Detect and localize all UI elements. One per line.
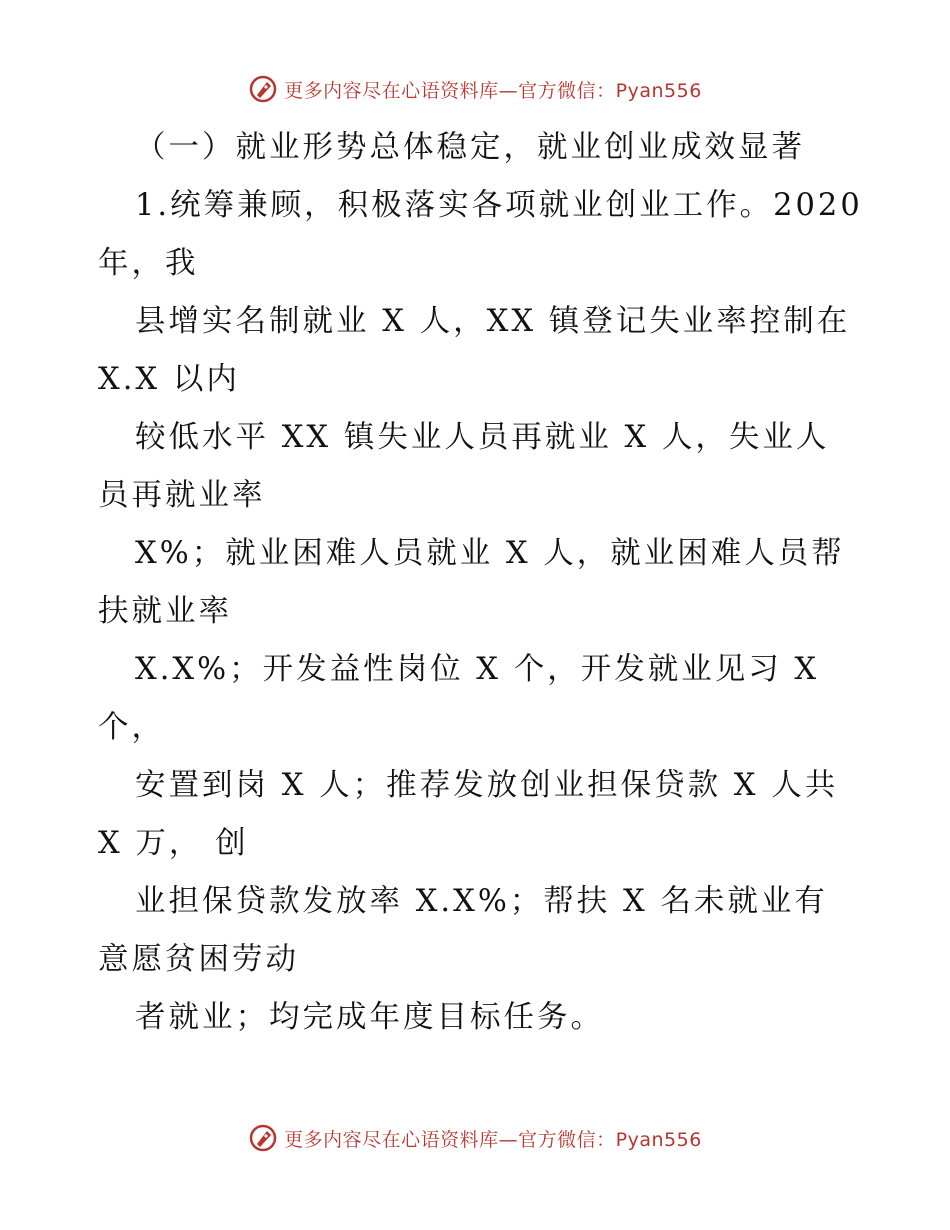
watermark-header — [0, 74, 950, 104]
paragraph-line: 业担保贷款发放率 X.X%；帮扶 X 名未就业有 — [135, 884, 828, 919]
paragraph-line: 较低水平 XX 镇失业人员再就业 X 人，失业人 — [135, 420, 830, 455]
paragraph-line: 员再就业率 — [98, 478, 266, 513]
section-heading: （一）就业形势总体稳定，就业创业成效显著 — [135, 130, 805, 165]
paragraph-line: 1.统筹兼顾，积极落实各项就业创业工作。2020 — [135, 188, 863, 223]
paragraph-line: 扶就业率 — [98, 594, 232, 629]
paragraph-line: 安置到岗 X 人；推荐发放创业担保贷款 X 人共 — [135, 768, 839, 803]
paragraph-line: 意愿贫困劳动 — [98, 942, 299, 977]
paragraph-line: 年，我 — [98, 246, 199, 281]
paragraph-line: 个， — [98, 710, 165, 745]
paragraph-line: 县增实名制就业 X 人，XX 镇登记失业率控制在 — [135, 304, 851, 339]
paragraph-line: X 万， 创 — [98, 826, 249, 861]
watermark-text: 更多内容尽在心语资料库—官方微信：Pyan556 — [284, 1128, 702, 1151]
watermark-text: 更多内容尽在心语资料库—官方微信：Pyan556 — [284, 79, 702, 102]
pen-nib-logo-icon — [248, 1123, 278, 1153]
pen-nib-logo-icon — [248, 74, 278, 104]
paragraph-line: 者就业；均完成年度目标任务。 — [135, 1000, 604, 1035]
watermark-footer — [0, 1123, 950, 1153]
paragraph-line: X%；就业困难人员就业 X 人，就业困难人员帮 — [135, 536, 845, 571]
paragraph-line: X.X%；开发益性岗位 X 个，开发就业见习 X — [135, 652, 820, 687]
paragraph-line: X.X 以内 — [98, 362, 240, 397]
